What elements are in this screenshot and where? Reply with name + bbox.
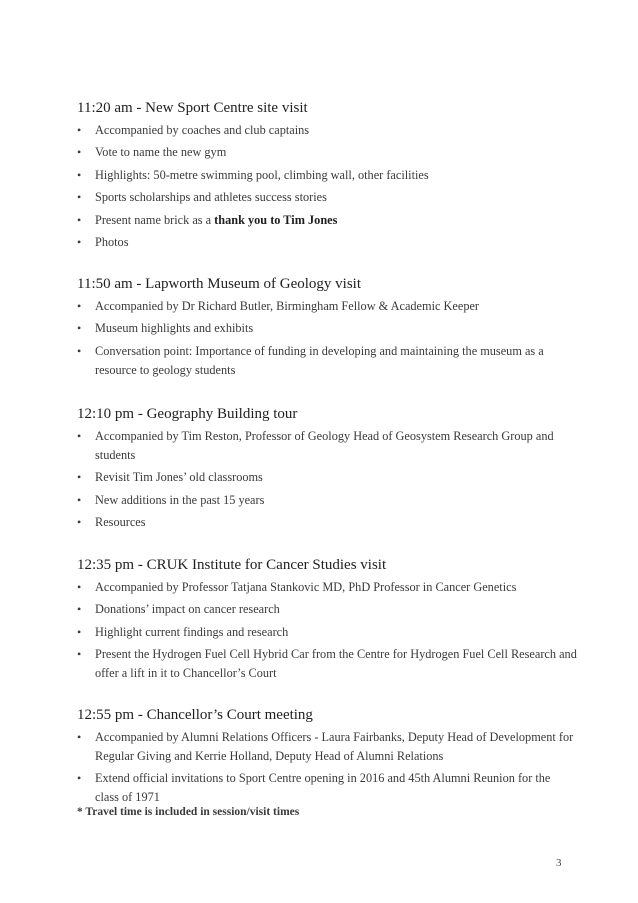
list-item: • New additions in the past 15 years <box>77 491 577 510</box>
section-sport-centre <box>77 99 577 255</box>
section-heading: 12:55 pm - Chancellor’s Court meeting <box>77 707 313 723</box>
list-item: • Photos <box>77 233 577 252</box>
list-item: • Accompanied by Professor Tatjana Stankovic MD, PhD Professor in Cancer Genetics <box>77 578 577 597</box>
list-item <box>77 211 577 230</box>
list-item: • Vote to name the new gym <box>77 143 577 162</box>
list-item: • Accompanied by Dr Richard Butler, Birmingham Fellow & Academic Keeper <box>77 297 577 316</box>
list-item: • Present the Hydrogen Fuel Cell Hybrid Car from the Centre for Hydrogen Fuel Cell Research and offer a lift in it to Chancellor’s Court <box>77 645 577 683</box>
section-heading: 11:20 am - New Sport Centre site visit <box>77 100 308 116</box>
section-chancellors-court <box>77 706 577 811</box>
section-heading: 12:35 pm - CRUK Institute for Cancer Studies visit <box>77 557 387 573</box>
list-item-emphasis: thank you to Tim Jones <box>214 212 338 227</box>
list-item: • Conversation point: Importance of funding in developing and maintaining the museum as a resource to geology students <box>77 342 577 380</box>
list-item: • Sports scholarships and athletes success stories <box>77 188 577 207</box>
bullet-list <box>77 728 577 807</box>
bullet-list <box>77 297 577 380</box>
list-item: • Museum highlights and exhibits <box>77 319 577 338</box>
section-heading: 12:10 pm - Geography Building tour <box>77 406 298 422</box>
list-item: • Highlights: 50-metre swimming pool, climbing wall, other facilities <box>77 166 577 185</box>
list-item: • Highlight current findings and research <box>77 623 577 642</box>
section-heading: 11:50 am - Lapworth Museum of Geology visit <box>77 276 361 292</box>
page-number: 3 <box>556 857 562 869</box>
list-item: • Accompanied by coaches and club captains <box>77 121 577 140</box>
bullet-list <box>77 578 577 683</box>
bullet-list <box>77 121 577 252</box>
list-item: • Accompanied by Alumni Relations Officers - Laura Fairbanks, Deputy Head of Development for Regular Giving and Kerrie Holland, Deputy Head of Alumni Relations <box>77 728 577 766</box>
footnote: * Travel time is included in session/visit times <box>77 806 300 818</box>
list-item: • Extend official invitations to Sport Centre opening in 2016 and 45th Alumni Reunion for the class of 1971 <box>77 769 577 807</box>
section-cruk-institute <box>77 556 577 687</box>
list-item-text: Present name brick as a <box>95 212 215 227</box>
list-item: • Accompanied by Tim Reston, Professor of Geology Head of Geosystem Research Group and students <box>77 427 577 465</box>
bullet-list <box>77 427 577 532</box>
list-item: • Donations’ impact on cancer research <box>77 600 577 619</box>
list-item: • Resources <box>77 513 577 532</box>
section-lapworth-museum <box>77 275 577 383</box>
section-geography-tour <box>77 405 577 536</box>
list-item: • Revisit Tim Jones’ old classrooms <box>77 468 577 487</box>
